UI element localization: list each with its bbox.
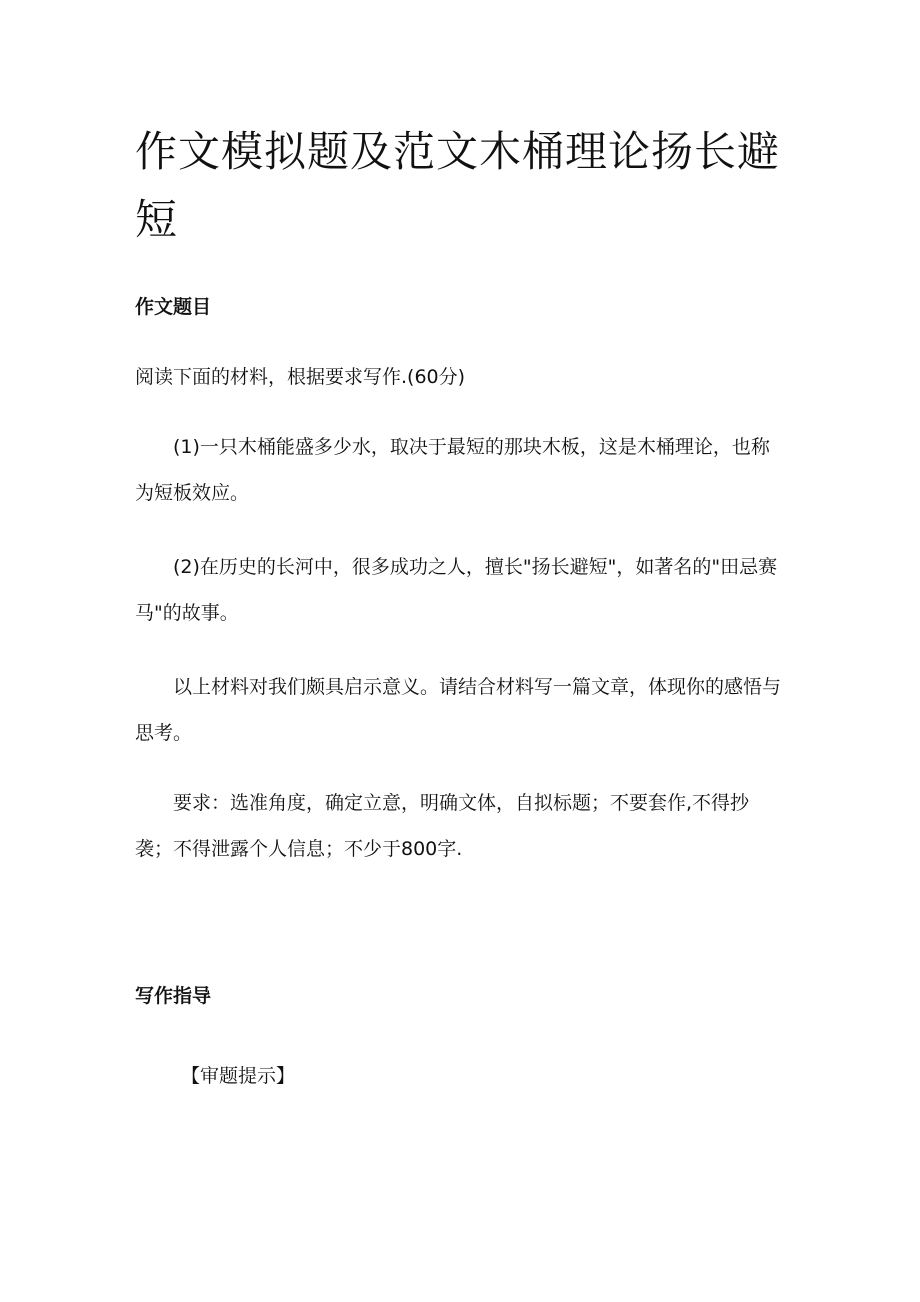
intro-paragraph: 阅读下面的材料，根据要求写作.(60分): [135, 366, 466, 388]
review-hint-heading: 【审题提示】: [181, 1065, 296, 1087]
material-item-2: (2)在历史的长河中，很多成功之人，擅长"扬长避短"，如著名的"田忌赛马"的故事。: [135, 556, 778, 624]
section-heading-guide: 写作指导: [135, 985, 212, 1007]
document-title: 作文模拟题及范文木桶理论扬长避短: [135, 127, 781, 244]
material-item-1: (1)一只木桶能盛多少水，取决于最短的那块木板，这是木桶理论，也称为短板效应。: [135, 436, 770, 504]
inspiration-paragraph: 以上材料对我们颇具启示意义。请结合材料写一篇文章，体现你的感悟与思考。: [135, 676, 782, 744]
section-heading-topic: 作文题目: [135, 296, 212, 318]
requirements-paragraph: 要求：选准角度，确定立意，明确文体，自拟标题；不要套作,不得抄袭；不得泄露个人信息；不少于800字.: [135, 792, 750, 860]
